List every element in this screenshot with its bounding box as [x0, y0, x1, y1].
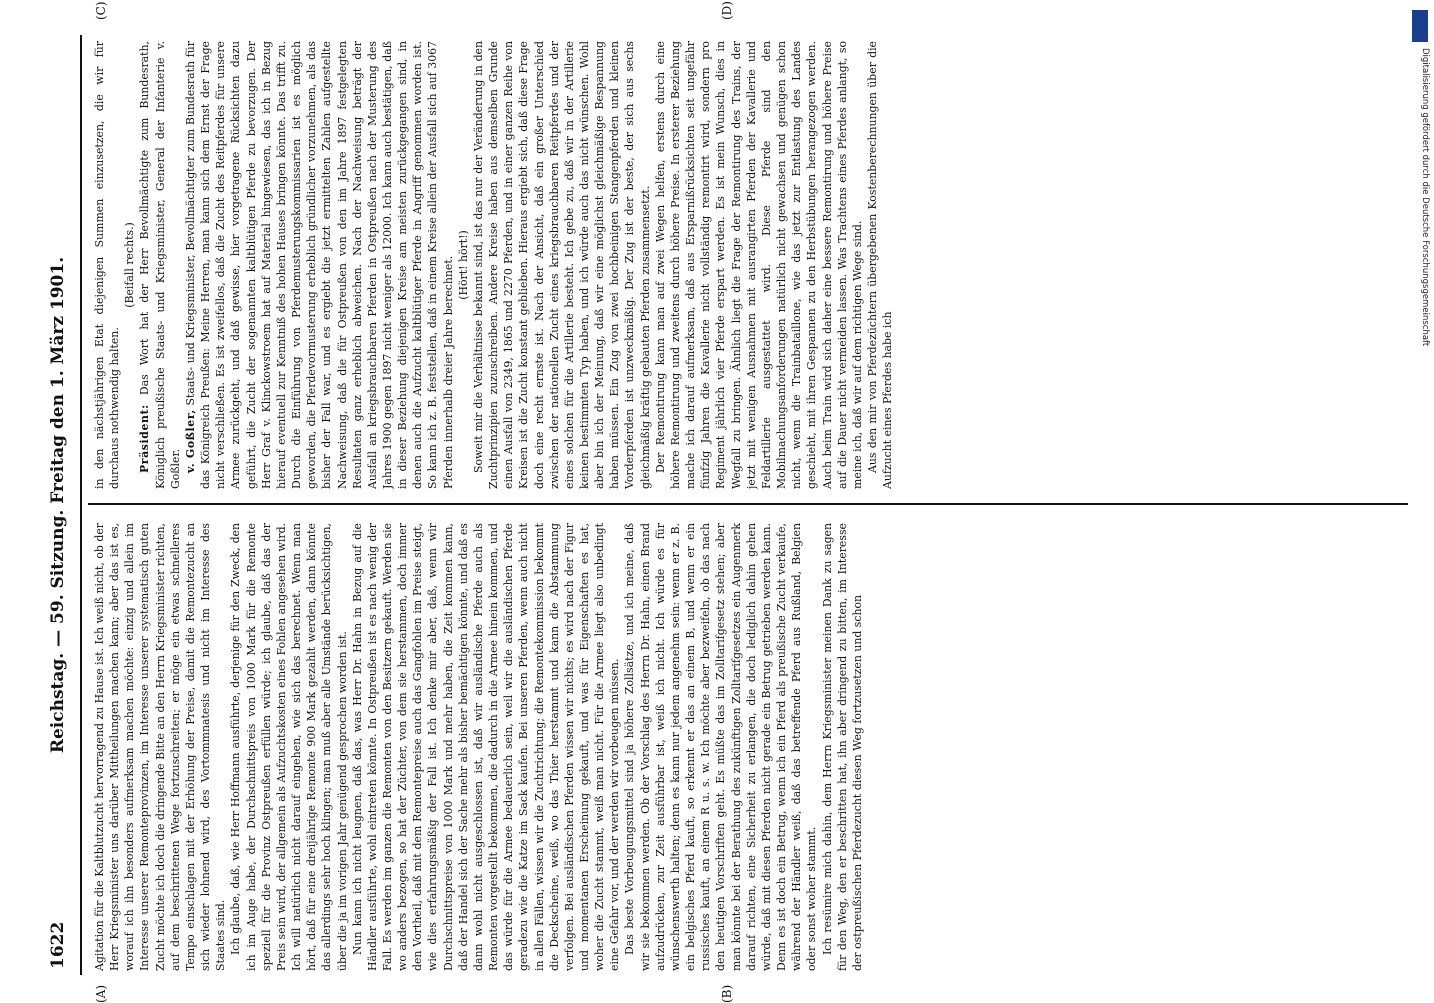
paragraph: in den nächstjährigen Etat diejenigen Summen einzusetzen, die wir für durchaus nothwendig halten. [93, 41, 122, 489]
margin-mark-a: (A) [94, 984, 108, 1003]
left-column [92, 523, 1397, 971]
column-divider [88, 503, 1408, 505]
speech-text: Staats- und Kriegsminister, Bevollmächtigter zum Bundesrath für das Königreich Preußen: Meine Herren, man kann sich dem Ernst der Frage nicht verschließen. Es ist zweifellos, daß die Zucht des Reitpferdes für unsere Armee zurückgeht, und daß gewisse, hier vorgetragene Rücksichten dazu geführt, die Zucht der sogenannten kaltblütigen Pferde zu bevorzugen. Der Herr Graf v. Klinckowstroem hat auf Material hingewiesen, das ich in Bezug hierauf eventuell zur Kenntniß des hohen Hauses bringen könnte. Das trifft zu. Durch die Einführung von Pferdemusterungskommissarien ist es möglich geworden, die Pferdevormusterung erheblich gründlicher vorzunehmen, als das bisher der Fall war, und es ergiebt die jetzt ermittelten Zahlen aufgestellte Nachweisung, daß die für Ostpreußen von den im Jahre 1897 festgelegten Resultaten ganz erheblich abweichen. Nach der Nachweisung beträgt der Ausfall an kriegsbrauchbaren Pferden in Ostpreußen nach der Musterung des Jahres 1900 gegen 1897 nicht weniger als 12000. Ich kann auch bestätigen, daß in dieser Beziehung diejenigen Kreise am meisten zurückgegangen sind, in denen auch die Aufzucht kaltblütiger Pferde in Angriff genommen worden ist. So kann ich z. B. feststellen, daß in einem Kreise allein der Ausfall sich auf 3067 Pferden innerhalb dreier Jahre berechnet. [183, 41, 455, 489]
header-rule [80, 35, 82, 975]
speaker-paragraph [183, 41, 456, 489]
speaker-name: Präsident: [138, 404, 152, 473]
page-number: 1622 [48, 921, 68, 969]
page-header [48, 35, 76, 975]
paragraph: Der Remontirung kann man auf zwei Wegen helfen, erstens durch eine höhere Remontirung und zweitens durch höhere Preise. In ersterer Beziehung mache ich darauf aufmerksam, daß aus Ersparnißrücksichten seit ungefähr fünfzig Jahren die Kavallerie nicht vollständig remontirt wird, sondern pro Regiment jährlich vier Pferde erspart werden. Es ist mein Wunsch, dies in Wegfall zu bringen. Ähnlich liegt die Frage der Remontirung des Trains, der jetzt mit wenigen Ausnahmen mit ausrangirten Pferden der Kavallerie und Feldartillerie ausgestattet wird. Diese Pferde sind den Mobilmachungsanforderungen natürlich nicht gewachsen und genügen schon nicht, wenn die Trainbataillone, wie das jetzt zur Entlastung des Landes geschieht, mit ihren Gespannen zu den Herbstübungen herangezogen werden. Auch beim Train wird sich daher eine bessere Remontirung und höhere Preise auf die Dauer nicht vermeiden lassen. Was Trachtens eines Pferdes anlangt, so meine ich, daß wir auf dem richtigen Wege sind. [653, 41, 864, 489]
margin-mark-c: (C) [94, 1, 108, 20]
paragraph: Aus den mir von Pferdezüchtern übergebenen Kostenberechnungen über die Aufzucht eines Pferdes habe ich [865, 41, 895, 489]
digitization-credit [1412, 8, 1430, 998]
paragraph: Nun kann ich nicht leugnen, daß das, was Herr Dr. Hahn in Bezug auf die Händler ausführte, wohl eintreten könnte. In Ostpreußen ist es nach wenig der Fall. Es werden im ganzen die Remonten von den Besitzern gekauft. Werden sie wo anders bezogen, so hat der Züchter, von dem sie herstammen, doch immer den Vortheil, daß mit dem Remontepreise auch das Gangfohlen im Preise steigt, wie dies erfahrungsmäßig der Fall ist. Ich denke mir aber, daß, wenn wir Durchschnittspreise von 1000 Mark und mehr haben, die Zeit kommen kann, daß der Handel sich der Sache mehr als bisher bemächtigen könnte, und daß es dann wohl nicht ausgeschlossen ist, daß wir ausländische Pferde auch als Remonten vorgestellt bekommen, die dadurch in die Armee hinein kommen, und das würde für die Armee bedauerlich sein, weil wir die ausländischen Pferde geradezu wie die Katze im Sack kaufen. Bei unseren Pferden, wenn auch nicht in allen Fällen, wissen wir die Zuchtrichtung; die Remontekommission bekommt die Deckscheine, weiß, wo das Thier herstammt und kann die Abstammung verfolgen. Bei ausländischen Pferden wissen wir nichts; es wird nach der Figur und momentanen Erscheinung gekauft, und was für Eigenschaften es hat, woher die Zucht stammt, weiß man nicht. Für die Armee liegt also unbedingt eine Gefahr vor, und der werden wir vorbeugen müssen. [350, 523, 622, 971]
paragraph: Agitation für die Kaltblutzucht hervorragend zu Hause ist. Ich weiß nicht, ob der Herr Kriegsminister uns darüber Mittheilungen machen kann; aber das ist es, worauf ich ihn besonders aufmerksam machen möchte: einzig und allein im Interesse unserer Remonteprovinzen, im Interesse unserer systematisch guten Zucht möchte ich doch die dringende Bitte an den Herrn Kriegsminister richten, auf dem beschrittenen Wege fortzuschreiten; er möge ein etwas schnelleres Tempo einschlagen mit der Erhöhung der Preise, damit die Remontezucht an sich wieder lohnend wird, des Vortommnatesis und nicht im Interesse des Staates sind. [93, 523, 228, 971]
speaker-name: v. Goßler, [183, 409, 197, 473]
applause-note: (Beifall rechts.) [123, 222, 137, 308]
speech-text: Das Wort hat der Herr Bevollmächtigte zum Bundesrath, Königlich preußische Staats- und Kriegsminister, General der Infanterie v. Goßler. [138, 41, 182, 489]
page-title: Reichstag. — 59. Sitzung. Freitag den 1. März 1901. [48, 256, 68, 754]
right-column [92, 41, 1397, 489]
margin-mark-b: (B) [720, 984, 734, 1003]
applause-note: (Hört! hört!) [456, 230, 470, 300]
paragraph: Ich glaube, daß, wie Herr Hoffmann ausführte, derjenige für den Zweck, den ich im Auge habe, der Durchschnittspreis von 1000 Mark für die Remonte speziell für die Provinz Ostpreußen erfüllen würde; ich glaube, daß das der Preis sein wird, der allgemein als Aufzuchtskosten eines Fohlen angesehen wird. Ich will natürlich nicht darauf eingehen, wie sich das berechnet. Wenn man hört, daß für eine dreijährige Remonte 900 Mark gezahlt werden, dann könnte das allerdings sehr hoch klingen; man muß aber alle Umstände berücksichtigen, über die ja im vorigen Jahr genügend gesprochen worden ist. [229, 523, 349, 971]
speaker-paragraph [137, 41, 182, 489]
rotated-page [40, 1, 1410, 1003]
paragraph: Ich resümire mich dahin, dem Herrn Kriegsminister meinen Dank zu sagen für den Weg, den er beschritten hat, ihn aber dringend zu bitten, im Interesse der ostpreußischen Pferdezucht diesen Weg fortzusetzen und schon [820, 523, 864, 971]
paragraph: Das beste Vorbeugungsmittel sind ja höhere Zollsätze, und ich meine, daß wir sie bekommen werden. Ob der Vorschlag des Herrn Dr. Hahn, einen Brand aufzudrücken, zur Zeit ausführbar ist, weiß ich nicht. Ich würde es für wünschenswerth halten; denn es kann nur jedem angenehm sein: wenn er z. B. ein belgisches Pferd kauft, so erkennt er das an einem B, und wenn er ein russisches kauft, an einem R u. s. w. Ich möchte aber bezweifeln, ob das nach den heutigen Vorschriften geht. Es müßte das im Zolltarifgesetz stehen; aber man könnte bei der Berathung des zukünftigen Zolltarifgesetzes ein Augenmerk darauf richten, eine Sicherheit zu erlangen, die doch lediglich dahin gehen würde, daß mit diesen Pferden nicht gerade ein Betrug getrieben werden kann. Denn es ist doch ein Betrug, wenn ich ein Pferd als preußische Zucht verkaufe, während der Händler weiß, daß das betreffende Pferd aus Rußland, Belgien oder sonst woher stammt. [623, 523, 819, 971]
paragraph: Soweit mir die Verhältnisse bekannt sind, ist das nur der Veränderung in den Zuchtprinzipien zuzuschreiben. Andere Kreise haben aus demselben Grunde einen Ausfall von 2349, 1865 und 2270 Pferden, und in einer ganzen Reihe von Kreisen ist die Zucht konstant geblieben. Hieraus ergiebt sich, daß diese Frage doch eine recht ernste ist. Nach der Ansicht, daß ein großer Unterschied zwischen der nationellen Zucht eines kriegsbrauchbaren Reitpferdes und der eines solchen für die Artillerie besteht. Ich gebe zu, daß wir in der Artillerie keinen bestimmten Typ haben, und ich würde auch das nicht wünschen. Wohl aber bin ich der Meinung, daß wir eine möglichst gleichmäßige Bespannung haben müssen. Ein Zug von zwei hochbeinigen Stangenpferden und kleinen Vorderpferden ist unzweckmäßig. Der Zug ist der beste, der sich aus sechs gleichmäßig kräftig gebauten Pferden zusammensetzt. [471, 41, 652, 489]
margin-mark-d: (D) [720, 1, 734, 20]
credit-text: Digitalisierung gefördert durch die Deutsche Forschungsgemeinschaft [1420, 48, 1430, 347]
dfg-logo [1412, 10, 1428, 42]
